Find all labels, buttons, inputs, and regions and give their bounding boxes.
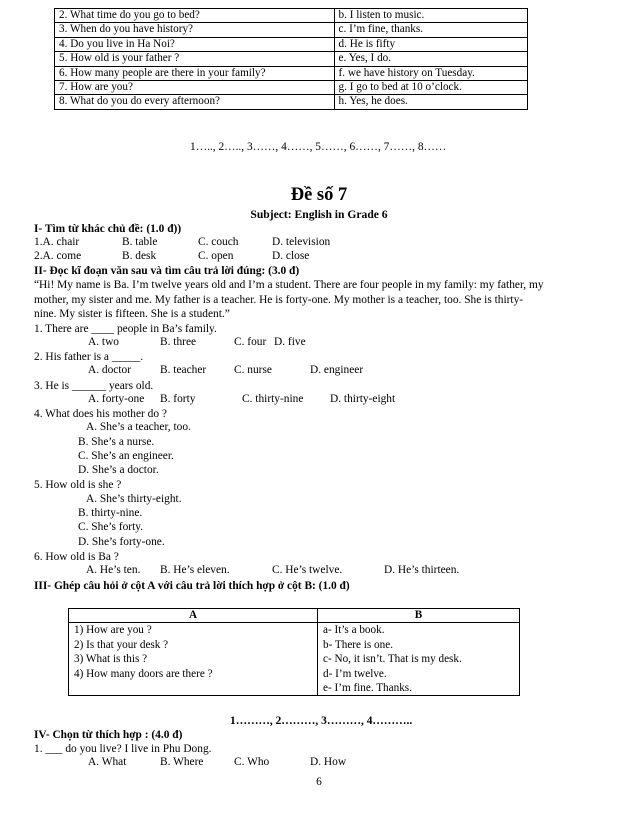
question-stem: 1. ___ do you live? I live in Phu Dong. <box>34 743 212 755</box>
question-stem: 6. How old is Ba ? <box>34 551 119 563</box>
table-row <box>69 623 520 696</box>
option-text: B. three <box>160 336 197 348</box>
option-text: C. He’s twelve. <box>272 564 343 576</box>
option-text: C. open <box>198 250 234 262</box>
answer-cell: g. I go to bed at 10 o’clock. <box>334 81 527 95</box>
table-row <box>55 95 528 109</box>
option-text: D. close <box>272 250 310 262</box>
option-text: C. She’s forty. <box>78 521 144 533</box>
question-cell: 8. What do you do every afternoon? <box>55 95 335 109</box>
table-header-row <box>69 609 520 623</box>
answer-cell: f. we have history on Tuesday. <box>334 66 527 80</box>
option-text: D. She’s a doctor. <box>78 464 159 476</box>
question-stem: 1. There are ____ people in Ba’s family. <box>34 323 217 335</box>
matching-table <box>68 608 520 696</box>
option-text: B. thirty-nine. <box>78 507 143 519</box>
option-text: A. He’s ten. <box>86 564 141 576</box>
option-text: C. couch <box>198 236 239 248</box>
table-row <box>55 52 528 66</box>
section-heading: III- Ghép câu hỏi ở cột A với câu trả lời thích hợp ở cột B: (1.0 đ) <box>34 580 350 592</box>
option-text: B. table <box>122 236 158 248</box>
answer-line: 1………, 2………, 3………, 4……….. <box>230 715 413 727</box>
question-cell: 3. When do you have history? <box>55 23 335 37</box>
option-text: B. Where <box>160 756 204 768</box>
option-text: 2.A. come <box>34 250 82 262</box>
option-text: A. What <box>88 756 127 768</box>
column-a-cell <box>69 623 318 696</box>
option-text: D. television <box>272 236 331 248</box>
answer-cell: b. I listen to music. <box>334 9 527 23</box>
question-cell: 2. What time do you go to bed? <box>55 9 335 23</box>
question-item: 4) How many doors are there ? <box>74 667 213 680</box>
question-stem: 4. What does his mother do ? <box>34 408 167 420</box>
table-row <box>55 66 528 80</box>
matching-table-previous <box>54 8 528 110</box>
section-heading: I- Tìm từ khác chủ đề: (1.0 đ)) <box>34 223 182 235</box>
answer-cell: c. I’m fine, thanks. <box>334 23 527 37</box>
answer-item: c- No, it isn’t. That is my desk. <box>323 653 462 666</box>
option-text: D. engineer <box>310 364 364 376</box>
passage-line: nine. My sister is fifteen. She is a student.” <box>34 308 230 320</box>
option-text: A. doctor <box>88 364 132 376</box>
column-b-cell <box>318 623 520 696</box>
answer-cell: h. Yes, he does. <box>334 95 527 109</box>
option-text: D. five <box>274 336 306 348</box>
option-text: B. forty <box>160 393 196 405</box>
question-cell: 7. How are you? <box>55 81 335 95</box>
option-text: C. She’s an engineer. <box>78 450 174 462</box>
table-row <box>55 81 528 95</box>
passage-line: “Hi! My name is Ba. I’m twelve years old and I’m a student. There are four people in my family: my father, my <box>34 279 544 291</box>
answer-cell: d. He is fifty <box>334 37 527 51</box>
option-text: B. He’s eleven. <box>160 564 230 576</box>
answer-cell: e. Yes, I do. <box>334 52 527 66</box>
question-cell: 4. Do you live in Ha Noi? <box>55 37 335 51</box>
option-text: A. forty-one <box>88 393 145 405</box>
table-row <box>55 23 528 37</box>
option-text: C. Who <box>234 756 270 768</box>
option-text: 1.A. chair <box>34 236 80 248</box>
question-item: 1) How are you ? <box>74 624 152 637</box>
section-heading: IV- Chọn từ thích hợp : (4.0 đ) <box>34 729 183 741</box>
question-item: 3) What is this ? <box>74 653 148 666</box>
option-text: B. She’s a nurse. <box>78 436 155 448</box>
question-stem: 3. He is ______ years old. <box>34 380 154 392</box>
answer-item: e- I’m fine. Thanks. <box>323 682 412 695</box>
page-number: 6 <box>316 776 322 788</box>
column-header-b: B <box>318 609 520 623</box>
option-text: C. thirty-nine <box>242 393 304 405</box>
question-cell: 6. How many people are there in your family? <box>55 66 335 80</box>
option-text: A. She’s thirty-eight. <box>86 493 182 505</box>
question-stem: 5. How old is she ? <box>34 479 122 491</box>
question-cell: 5. How old is your father ? <box>55 52 335 66</box>
empty-line <box>74 681 312 695</box>
answer-line: 1….., 2….., 3……, 4……, 5……, 6……, 7……, 8…… <box>190 141 447 153</box>
answer-item: d- I’m twelve. <box>323 667 387 680</box>
answer-item: a- It’s a book. <box>323 624 385 637</box>
option-text: D. thirty-eight <box>330 393 396 405</box>
page-subtitle: Subject: English in Grade 6 <box>250 208 388 221</box>
option-text: B. desk <box>122 250 157 262</box>
question-item: 2) Is that your desk ? <box>74 638 169 651</box>
option-text: D. How <box>310 756 347 768</box>
table-row <box>55 9 528 23</box>
question-stem: 2. His father is a _____. <box>34 351 144 363</box>
answer-item: b- There is one. <box>323 638 394 651</box>
table-row <box>55 37 528 51</box>
option-text: C. four <box>234 336 267 348</box>
option-text: A. two <box>88 336 120 348</box>
column-header-a: A <box>69 609 318 623</box>
option-text: A. She’s a teacher, too. <box>86 421 191 433</box>
option-text: D. He’s thirteen. <box>384 564 460 576</box>
passage-line: mother, my sister and me. My father is a teacher. He is forty-one. My mother is a teacher, too. She is thirty- <box>34 294 524 306</box>
page-title: Đề số 7 <box>290 185 348 205</box>
option-text: B. teacher <box>160 364 207 376</box>
option-text: D. She’s forty-one. <box>78 536 165 548</box>
section-heading: II- Đọc kĩ đoạn văn sau và tìm câu trả lời đúng: (3.0 đ) <box>34 265 300 277</box>
option-text: C. nurse <box>234 364 272 376</box>
